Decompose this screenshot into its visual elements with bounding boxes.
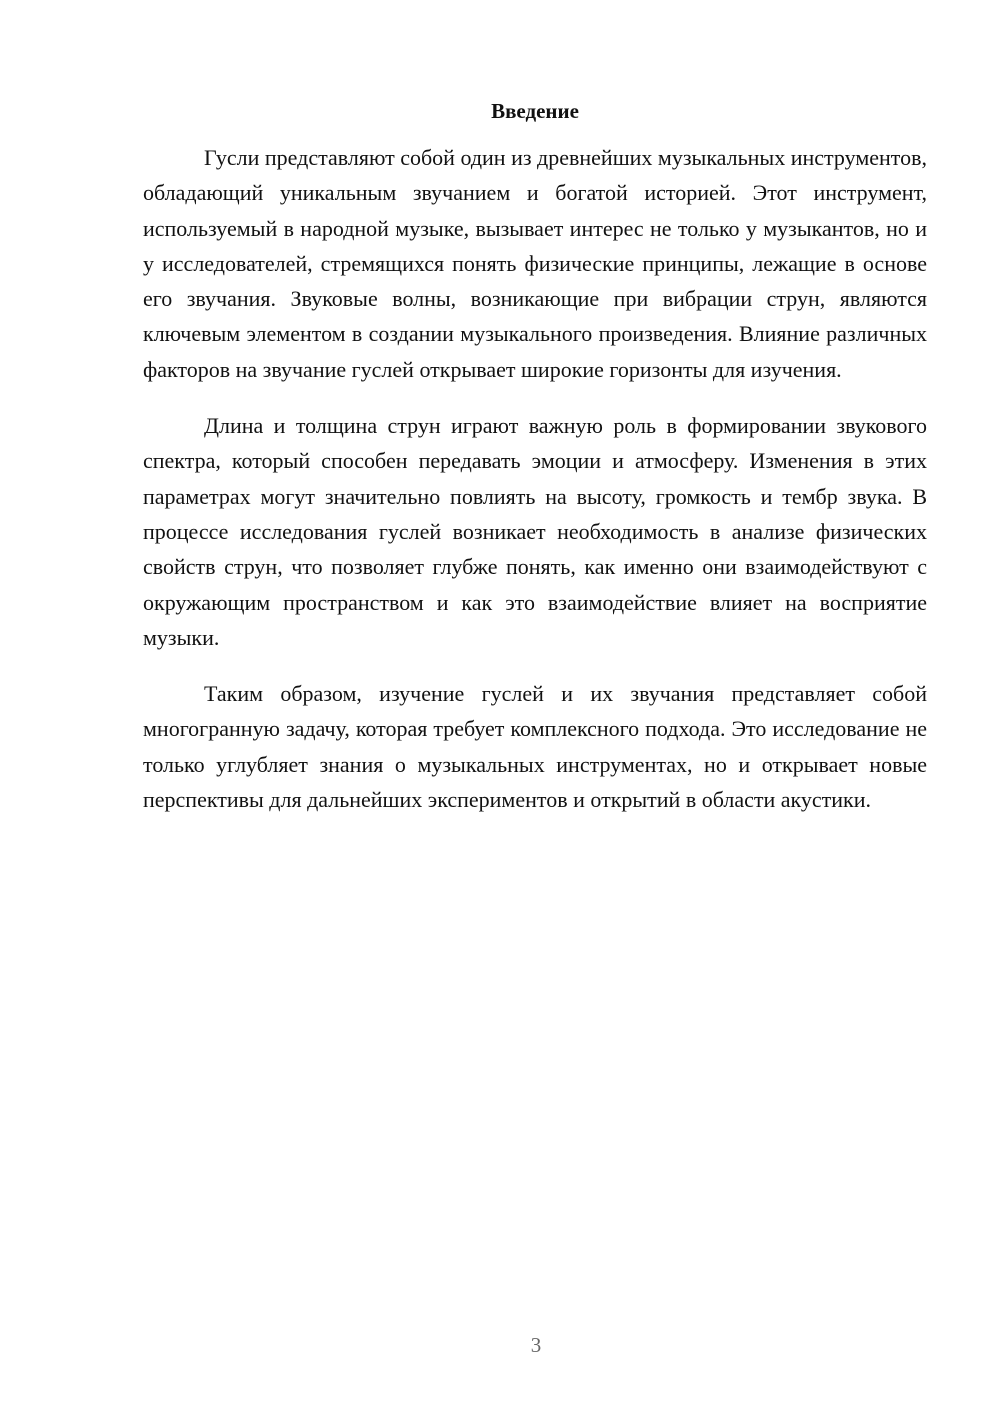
paragraph-3: Таким образом, изучение гуслей и их звучания представляет собой многогранную задачу, которая требует комплексного подхода. Это исследование не только углубляет знания о музыкальных инструментах, но и открывает новые перспективы для дальнейших экспериментов и открытий в области акустики.	[143, 681, 927, 813]
paragraph-2: Длина и толщина струн играют важную роль в формировании звукового спектра, который способен передавать эмоции и атмосферу. Изменения в этих параметрах могут значительно повлиять на высоту, громкость и тембр звука. В процессе исследования гуслей возникает необходимость в анализе физических свойств струн, что позволяет глубже понять, как именно они взаимодействуют с окружающим пространством и как это взаимодействие влияет на восприятие музыки.	[143, 413, 927, 650]
section-heading: Введение	[491, 99, 579, 123]
paragraph-1: Гусли представляют собой один из древнейших музыкальных инструментов, обладающий уникальным звучанием и богатой историей. Этот инструмент, используемый в народной музыке, вызывает интерес не только у музыкантов, но и у исследователей, стремящихся понять физические принципы, лежащие в основе его звучания. Звуковые волны, возникающие при вибрации струн, являются ключевым элементом в создании музыкального произведения. Влияние различных факторов на звучание гуслей открывает широкие горизонты для изучения.	[143, 145, 927, 382]
page-content	[143, 96, 927, 838]
page-number: 3	[530, 1333, 542, 1357]
